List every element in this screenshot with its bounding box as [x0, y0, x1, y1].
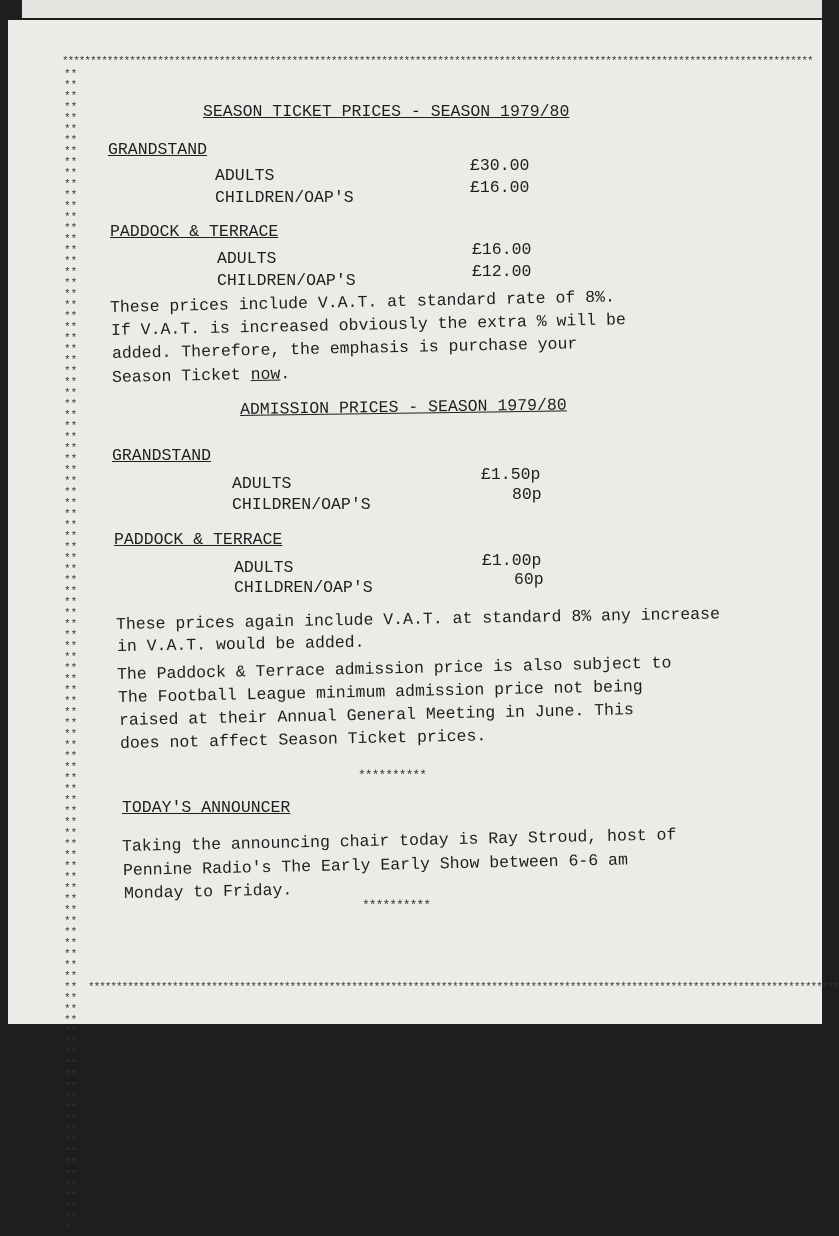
- admission-paddock-adults-price: £1.00p: [482, 551, 542, 570]
- season-grandstand-children-label: CHILDREN/OAP'S: [215, 188, 354, 207]
- announcer-line-2: Pennine Radio's The Early Early Show between 6-6 am: [122, 850, 629, 880]
- season-paddock-heading: PADDOCK & TERRACE: [110, 222, 279, 241]
- season-paddock-adults-price: £16.00: [472, 240, 532, 259]
- admission-grandstand-heading: GRANDSTAND: [112, 446, 212, 465]
- season-note-line-4: [112, 364, 291, 387]
- star-border-left: *******************************************************************************************************************************************************************************************************************: [64, 69, 78, 1236]
- admission-note1-line-2: in V.A.T. would be added.: [116, 632, 365, 656]
- admission-grandstand-children-label: CHILDREN/OAP'S: [232, 495, 371, 514]
- season-paddock-adults-label: ADULTS: [217, 249, 277, 268]
- admission-paddock-adults-label: ADULTS: [234, 558, 294, 577]
- admission-paddock-children-label: CHILDREN/OAP'S: [234, 578, 373, 597]
- separator-stars-2: **********: [362, 898, 431, 913]
- admission-note2-line-1: The Paddock & Terrace admission price is also subject to: [116, 653, 672, 684]
- season-grandstand-children-price: £16.00: [470, 178, 530, 197]
- admission-note2-line-2: The Football League minimum admission price not being: [117, 677, 643, 707]
- star-border-top: *​*************************************************************************************************************************************: [62, 56, 813, 68]
- season-note-now: now: [250, 364, 281, 385]
- admission-title: ADMISSION PRICES - SEASON 1979/80: [239, 395, 567, 419]
- announcer-heading: TODAY'S ANNOUNCER: [122, 798, 291, 817]
- admission-paddock-children-price: 60p: [514, 570, 544, 589]
- season-grandstand-adults-price: £30.00: [470, 156, 530, 175]
- season-note-line-1: These prices include V.A.T. at standard rate of 8%.: [109, 287, 616, 317]
- season-note-line-3: added. Therefore, the emphasis is purchase your: [111, 334, 578, 363]
- announcer-line-3: Monday to Friday.: [123, 880, 293, 903]
- season-note-line-4-text: Season Ticket: [111, 365, 251, 387]
- admission-note2-line-4: does not affect Season Ticket prices.: [119, 726, 487, 753]
- season-paddock-children-label: CHILDREN/OAP'S: [217, 271, 356, 290]
- admission-grandstand-adults-label: ADULTS: [232, 474, 292, 493]
- season-title: SEASON TICKET PRICES - SEASON 1979/80: [203, 102, 570, 121]
- season-note-end: .: [280, 364, 291, 384]
- separator-stars-1: **********: [358, 768, 427, 783]
- season-note-line-2: If V.A.T. is increased obviously the extra % will be: [110, 310, 626, 340]
- announcer-line-1: Taking the announcing chair today is Ray Stroud, host of: [121, 825, 677, 856]
- season-grandstand-heading: GRANDSTAND: [108, 140, 208, 159]
- admission-paddock-heading: PADDOCK & TERRACE: [114, 530, 283, 549]
- admission-note2-line-3: raised at their Annual General Meeting in June. This: [118, 700, 634, 730]
- season-grandstand-adults-label: ADULTS: [215, 166, 275, 185]
- star-border-bottom: **************************************************************************************************************************************: [88, 982, 839, 994]
- admission-note1-line-1: These prices again include V.A.T. at standard 8% any increase: [115, 604, 721, 634]
- admission-grandstand-adults-price: £1.50p: [481, 465, 541, 484]
- season-paddock-children-price: £12.00: [472, 262, 532, 281]
- admission-grandstand-children-price: 80p: [512, 485, 542, 504]
